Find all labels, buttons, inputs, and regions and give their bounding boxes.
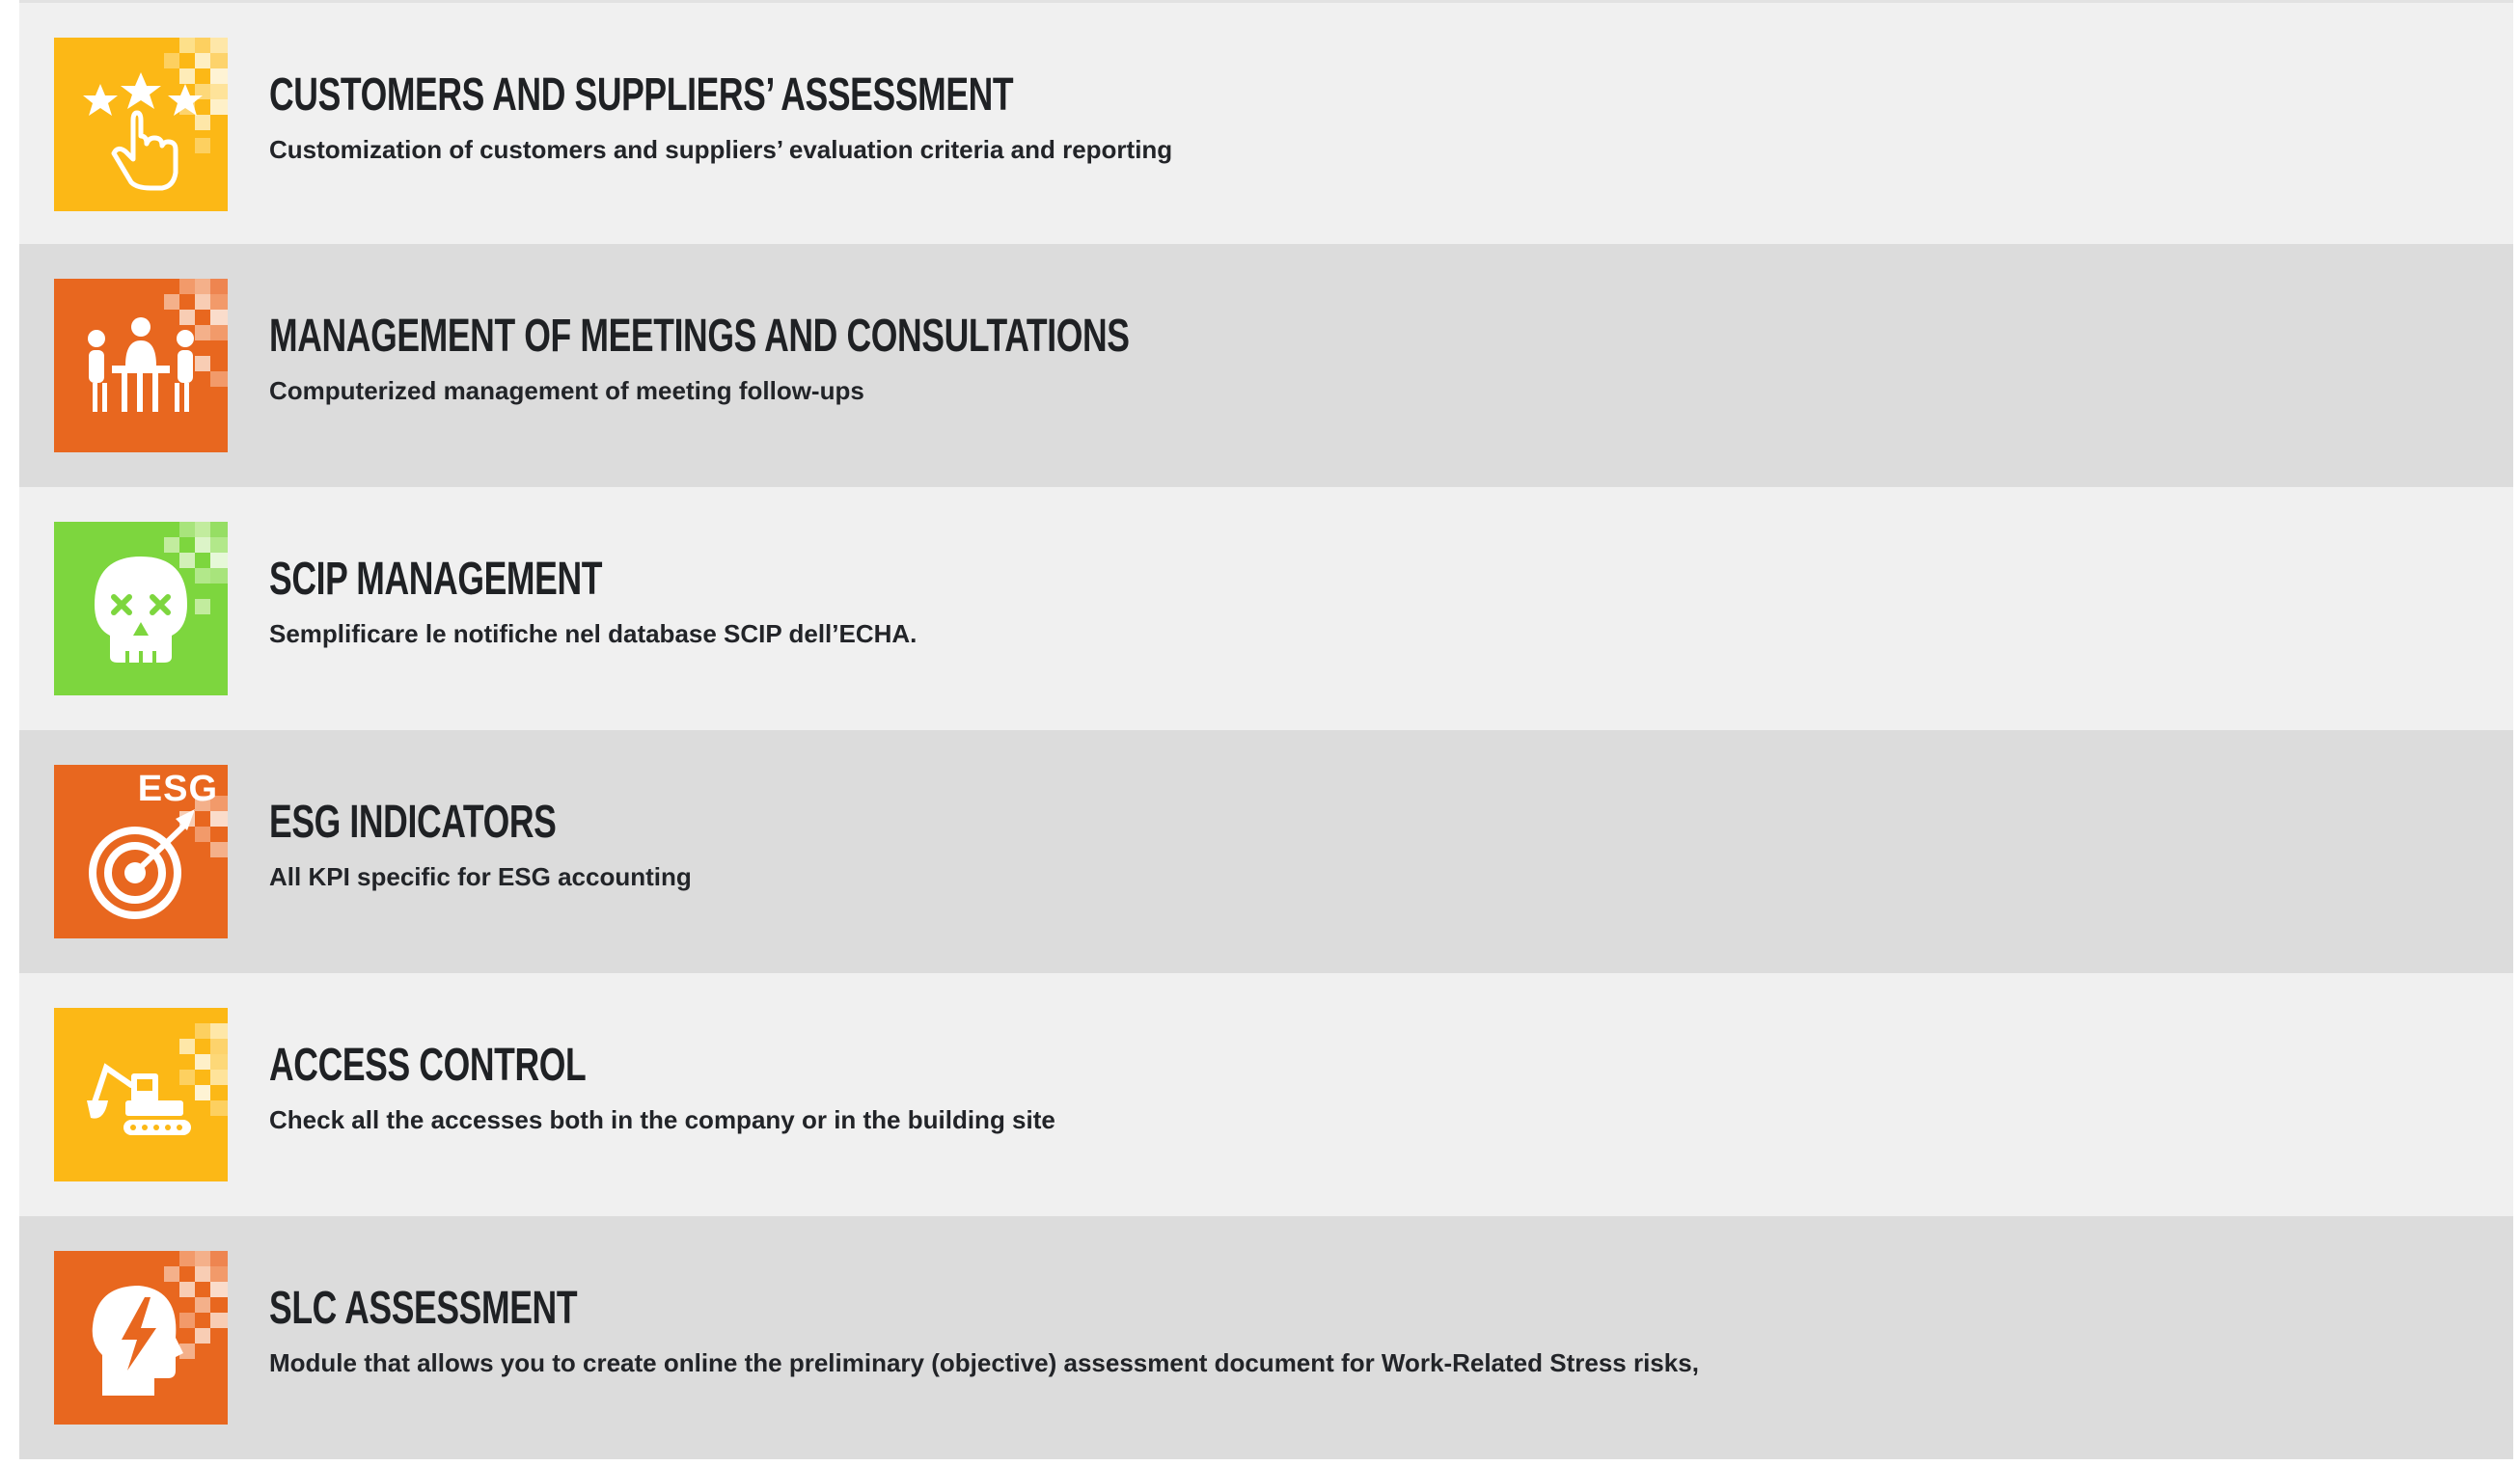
module-text [269, 1039, 2475, 1135]
module-row-scip-management[interactable] [19, 487, 2513, 730]
module-row-customers-suppliers-assessment[interactable] [19, 3, 2513, 244]
module-text [269, 553, 2475, 649]
module-title[interactable]: MANAGEMENT OF MEETINGS AND CONSULTATIONS [269, 311, 1130, 362]
module-row-access-control[interactable] [19, 973, 2513, 1216]
rating-stars-hand-icon [54, 38, 228, 211]
module-title[interactable]: SCIP MANAGEMENT [269, 554, 603, 605]
module-description: All KPI specific for ESG accounting [269, 862, 692, 891]
module-row-slc-assessment[interactable] [19, 1216, 2513, 1459]
module-description: Module that allows you to create online the preliminary (objective) assessment document for Work-Related Stress risks, [269, 1348, 1699, 1377]
meeting-icon [54, 279, 228, 452]
module-title[interactable]: ESG INDICATORS [269, 797, 557, 848]
module-description: Check all the accesses both in the company or in the building site [269, 1105, 1055, 1134]
module-title[interactable]: SLC ASSESSMENT [269, 1283, 578, 1334]
module-description: Computerized management of meeting follow-ups [269, 376, 864, 405]
module-text [269, 1282, 2475, 1378]
module-row-meetings-consultations[interactable] [19, 244, 2513, 487]
module-tile [54, 765, 228, 938]
target-icon [54, 765, 228, 938]
module-text [269, 796, 2475, 892]
skull-icon [54, 522, 228, 695]
module-description: Customization of customers and suppliers’ evaluation criteria and reporting [269, 135, 1173, 164]
module-tile [54, 1251, 228, 1425]
module-list [19, 0, 2513, 1459]
module-title[interactable]: ACCESS CONTROL [269, 1040, 587, 1091]
module-title[interactable]: CUSTOMERS AND SUPPLIERS’ ASSESSMENT [269, 69, 1014, 121]
excavator-icon [54, 1008, 228, 1181]
stress-head-icon [54, 1251, 228, 1425]
module-description: Semplificare le notifiche nel database SCIP dell’ECHA. [269, 619, 918, 648]
module-tile [54, 38, 228, 211]
module-tile [54, 522, 228, 695]
module-tile [54, 279, 228, 452]
module-row-esg-indicators[interactable] [19, 730, 2513, 973]
module-tile [54, 1008, 228, 1181]
esg-label: ESG [137, 769, 218, 809]
module-text [269, 68, 2475, 165]
module-text [269, 310, 2475, 406]
